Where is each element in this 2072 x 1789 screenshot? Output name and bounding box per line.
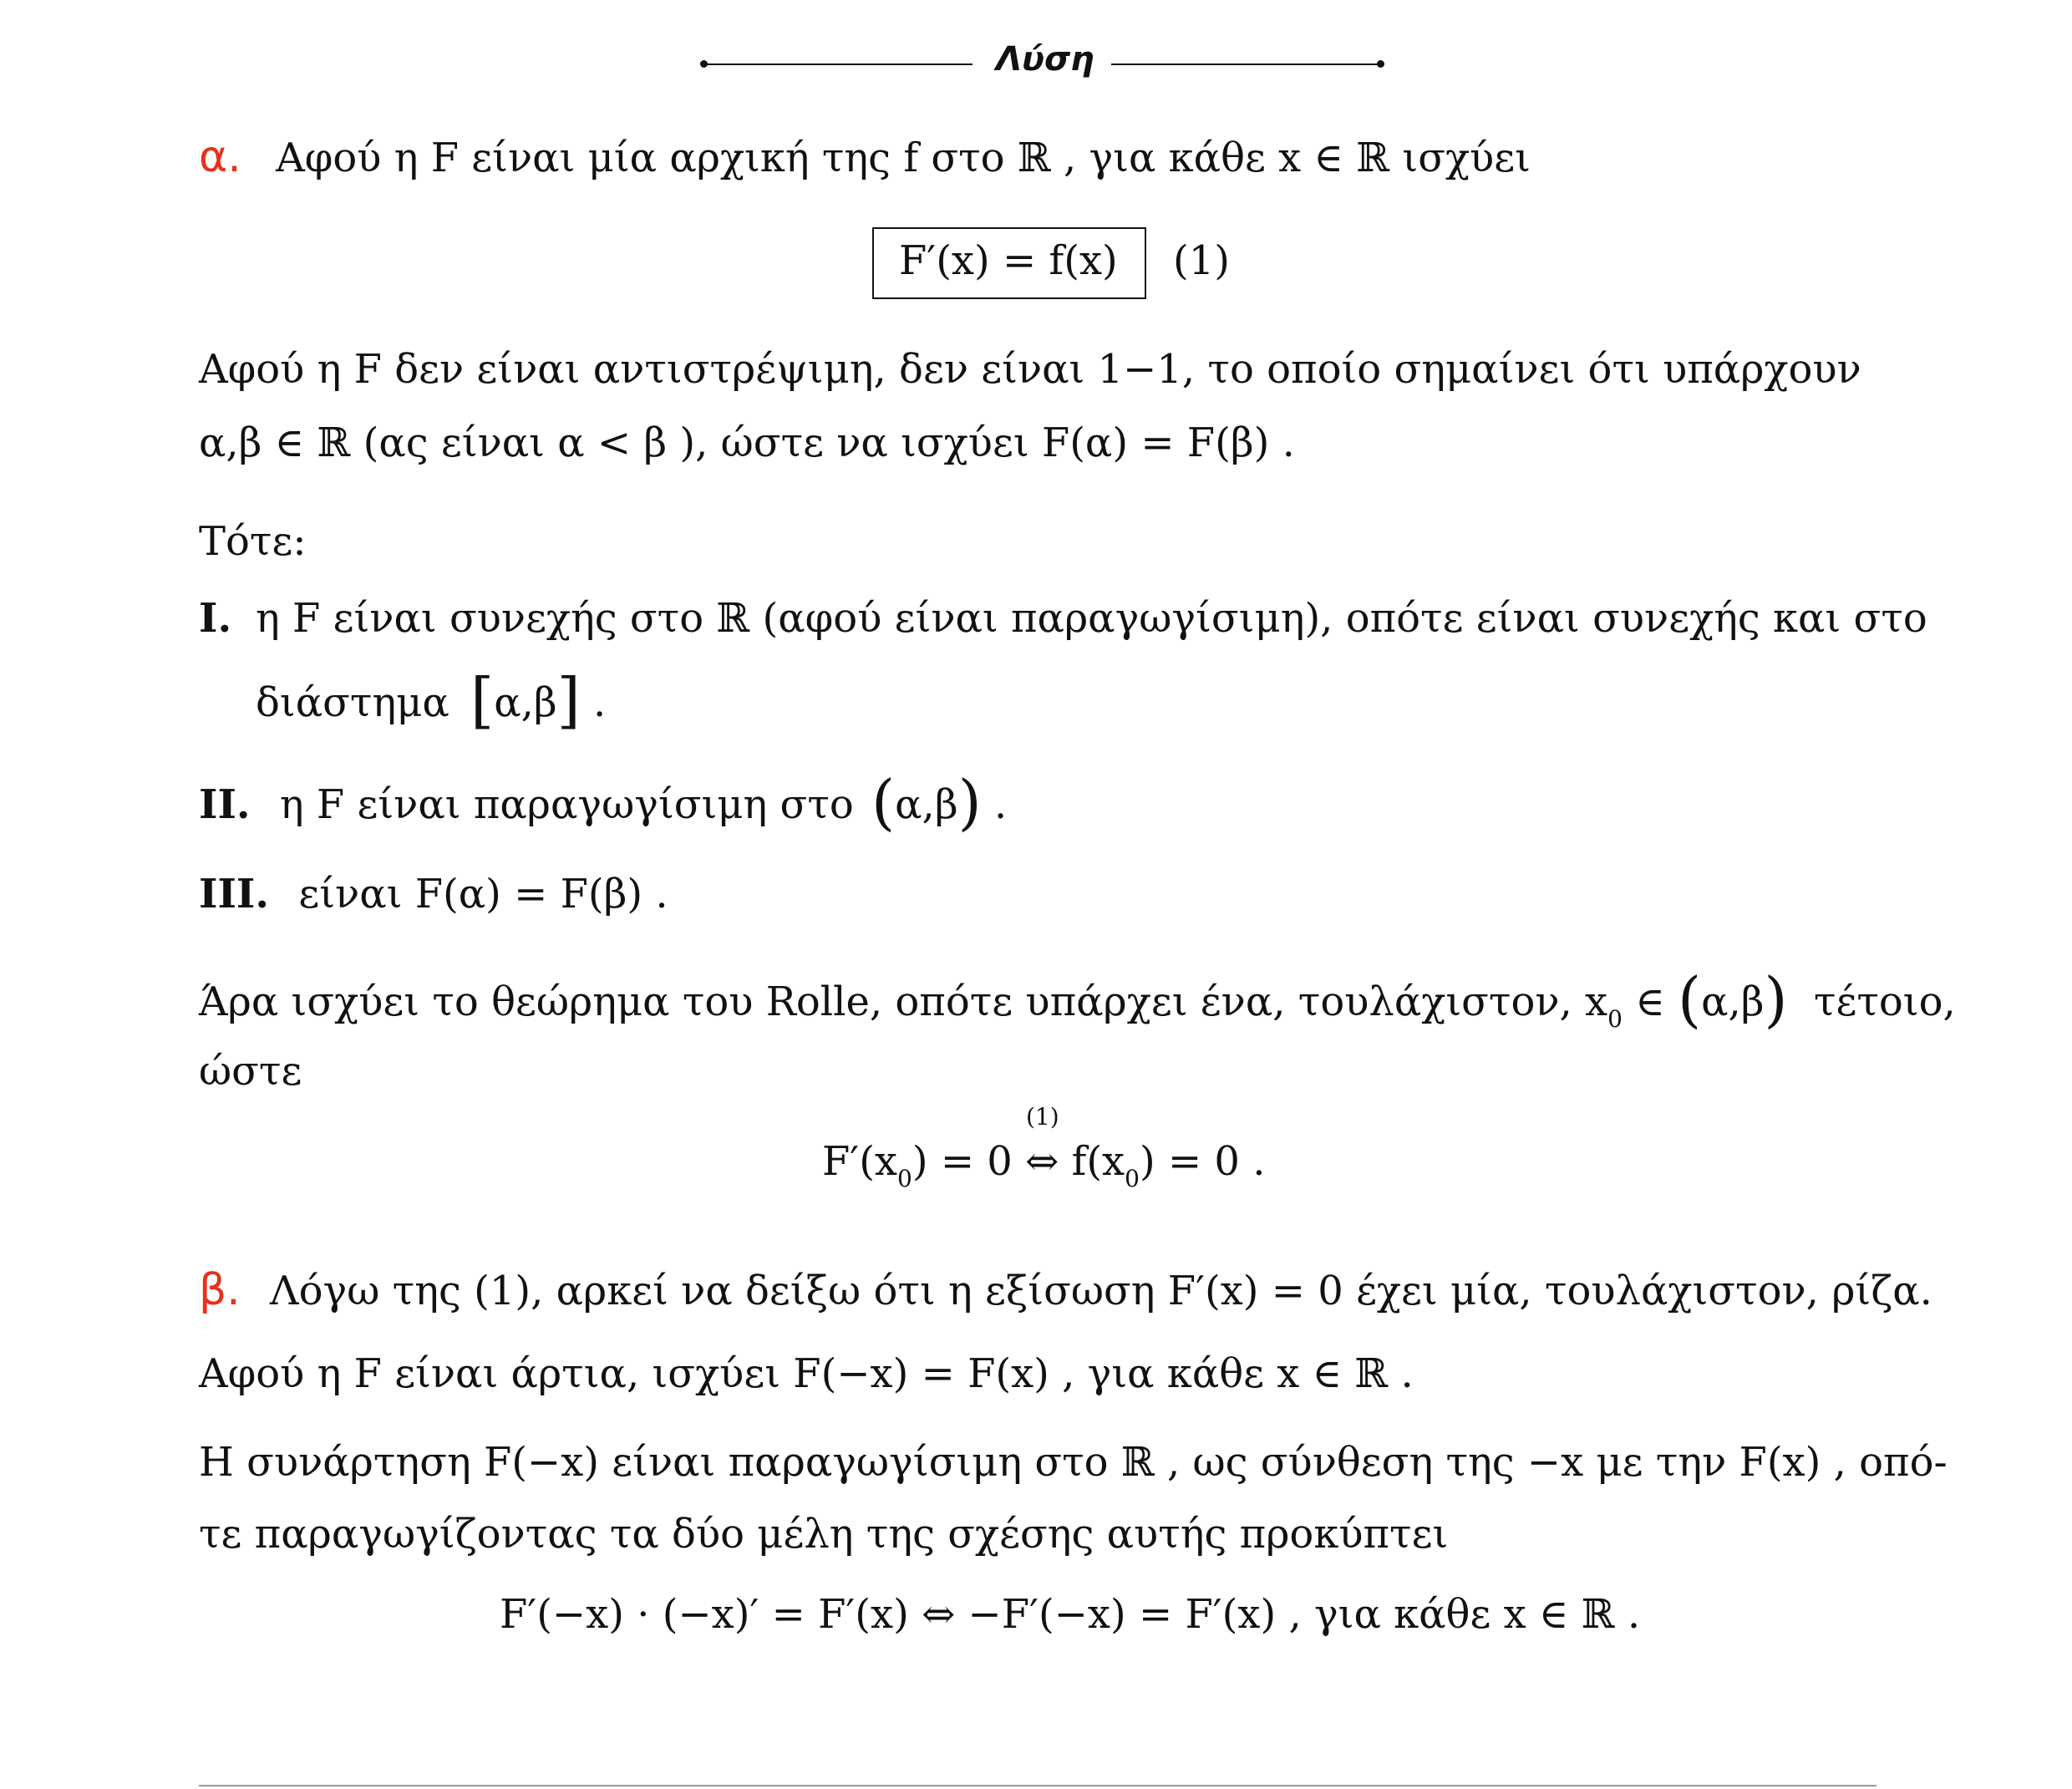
rolle-line2: ώστε (199, 1048, 302, 1095)
rolle-mid: ∈ (1635, 978, 1665, 1025)
rolle-line1 (199, 964, 1956, 1034)
part-b-line1-text: Λόγω της (1), αρκεί να δείξω ότι η εξίσωση F′(x) = 0 έχει μία, τουλάχιστον, ρίζα. (269, 1268, 1932, 1314)
header-right-rule (1111, 64, 1380, 65)
item-2-label: II. (199, 781, 251, 828)
part-b-line4: τε παραγωγίζοντας τα δύο μέλη της σχέσης αυτής προκύπτει (199, 1511, 1449, 1558)
eq2-sub: 0 (897, 1165, 912, 1192)
item-3-text: είναι F(α) = F(β) . (298, 871, 668, 917)
eq2-sub2: 0 (1125, 1165, 1140, 1192)
boxed-equation: F′(x) = f(x) (899, 237, 1118, 284)
item-3-label: III. (199, 871, 270, 917)
right-bracket-icon: ] (556, 665, 581, 735)
left-bracket-icon: [ (470, 665, 495, 735)
part-a-para1-line2: α,β ∈ ℝ (ας είναι α < β ), ώστε να ισχύει F(α) = F(β) . (199, 419, 1295, 466)
section-title: Λύση (996, 40, 1094, 79)
item-1-interval: α,β (494, 679, 557, 726)
eq2-mid: ) = 0 ⇔ f(x (912, 1138, 1125, 1185)
header-left-rule (703, 64, 973, 65)
header-right-dot (1377, 60, 1384, 68)
equation-3: F′(−x) · (−x)′ = F′(x) ⇔ −F′(−x) = F′(x) , για κάθε x ∈ ℝ . (500, 1591, 1641, 1638)
item-1-line2-prefix: διάστημα (256, 679, 449, 726)
right-paren-icon: ) (957, 767, 982, 837)
part-b-line2: Αφού η F είναι άρτια, ισχύει F(−x) = F(x) , για κάθε x ∈ ℝ . (199, 1350, 1414, 1397)
rolle-line1-pre: Άρα ισχύει το θεώρημα του Rolle, οπότε υπάρχει ένα, τουλάχιστον, x (199, 978, 1608, 1025)
item-2-interval: α,β (895, 781, 958, 828)
part-a-para1-line1: Αφού η F δεν είναι αντιστρέψιμη, δεν είναι 1−1, το οποίο σημαίνει ότι υπάρχουν (199, 346, 1861, 393)
item-2-suffix: . (993, 781, 1008, 828)
part-b-line3: Η συνάρτηση F(−x) είναι παραγωγίσιμη στο ℝ , ως σύνθεση της −x με την F(x) , οπό- (199, 1439, 1948, 1486)
eq2-right: ) = 0 . (1139, 1138, 1266, 1185)
item-1-label: I. (199, 595, 232, 642)
rolle-interval: α,β (1701, 978, 1765, 1025)
left-paren-icon: ( (871, 767, 896, 837)
page-bottom-rule (199, 1785, 1876, 1786)
part-a-intro-line (199, 132, 1531, 183)
item-2 (199, 767, 1008, 837)
equation-tag: (1) (1173, 237, 1230, 284)
right-paren-icon: ) (1764, 964, 1788, 1034)
item-3 (199, 869, 668, 919)
part-b-marker: β. (199, 1265, 241, 1315)
tote-label: Τότε: (199, 518, 307, 565)
eq2-over-label: (1) (1026, 1103, 1059, 1131)
part-a-marker: α. (199, 132, 241, 182)
left-paren-icon: ( (1678, 964, 1702, 1034)
item-1-line2 (256, 665, 607, 735)
item-2-text: η F είναι παραγωγίσιμη στο (279, 781, 854, 828)
equation-2 (822, 1136, 1265, 1192)
rolle-sub: 0 (1607, 1005, 1623, 1033)
item-1-suffix: . (592, 679, 607, 726)
part-a-intro: Αφού η F είναι μία αρχική της f στο ℝ , για κάθε x ∈ ℝ ισχύει (276, 135, 1531, 181)
eq2-left: F′(x (822, 1138, 897, 1185)
item-1-line1: η F είναι συνεχής στο ℝ (αφού είναι παραγωγίσιμη), οπότε είναι συνεχής και στο (256, 595, 1927, 642)
rolle-post: τέτοιο, (1813, 978, 1956, 1025)
part-b-line1 (199, 1265, 1932, 1316)
